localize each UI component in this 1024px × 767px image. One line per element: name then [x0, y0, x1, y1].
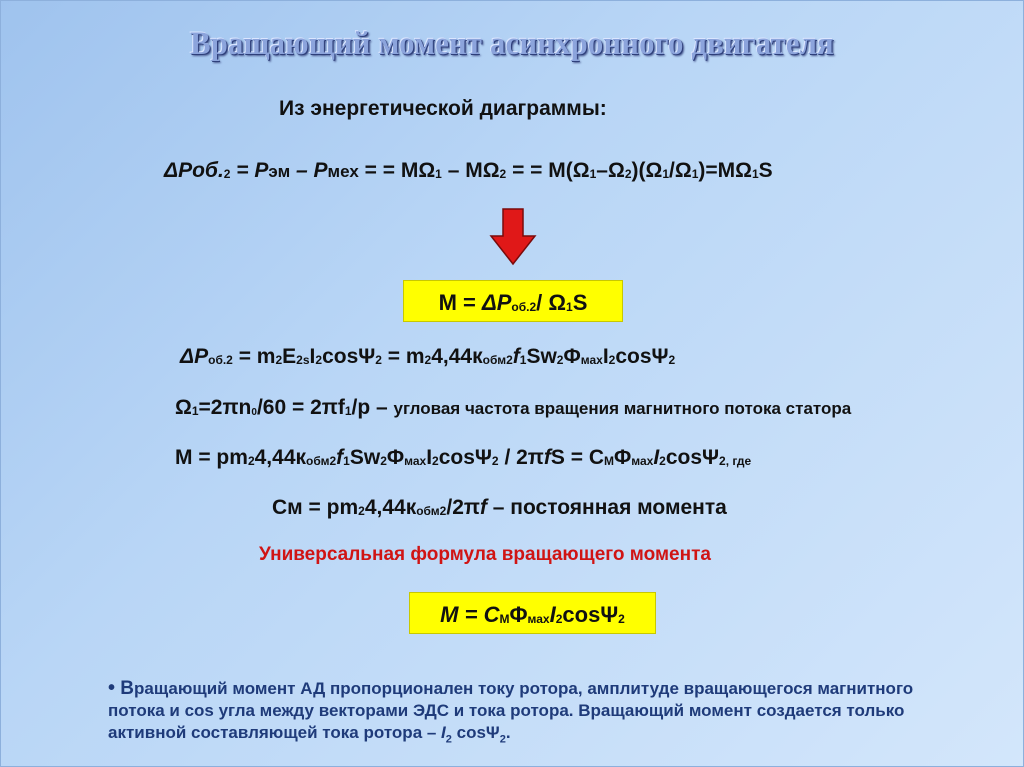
page-title: Вращающий момент асинхронного двигателя [190, 26, 834, 62]
down-arrow-icon [489, 208, 537, 266]
equation-angular-frequency: $\Omega_1=2\pi n_0/60 = 2\pi f_1/p$ – угловая частота вращения магнитного потока статора [175, 396, 852, 419]
bullet-note: • Вращающий момент АД пропорционален току ротора, амплитуде вращающегося магнитного потока и cos угла между векторами ЭДС и тока ротора. Вращающий момент создается только активной составляющей тока ротора – $I_2$ cosΨ$_2$. [108, 677, 914, 746]
equation-torque-full: $M = pm_24,44к_{обм2}f_1Sw_2\Phi_{мах}I_2\cos\Psi_2 / 2\pi fS = C_М\Phi_{мах}I_2\cos\Psi_{2, где}$ [175, 446, 752, 469]
torque-formula-box: $M = \Delta P_{об.2}/$ $\Omega_1S$ [403, 280, 623, 322]
universal-formula-box: $M = C_М\Phi_{мах}I_2\cos\Psi_2$ [409, 592, 656, 634]
diagram-subtitle: Из энергетической диаграммы: [279, 97, 607, 120]
universal-formula-caption: Универсальная формула вращающего момента [259, 544, 711, 565]
equation-power-loss: $\Delta Pоб._2$ = Pэм – Pмех = = $M\Omega_1 - M\Omega_2$ = = $M(\Omega_1-\Omega_2)(\Omega_1/\Omega_1)=M\Omega_1S$ [164, 159, 773, 182]
equation-rotor-loss: $\Delta P_{об.2} = m_2E_{2s}I_2\cos\Psi_2 = m_24,44к_{обм2}f_1Sw_2\Phi_{мах}I_2\cos\Psi_2$ [180, 345, 676, 368]
equation-torque-constant: См = $pm_24,44к_{обм2}/2\pi f$ – постоянная момента [272, 496, 727, 519]
